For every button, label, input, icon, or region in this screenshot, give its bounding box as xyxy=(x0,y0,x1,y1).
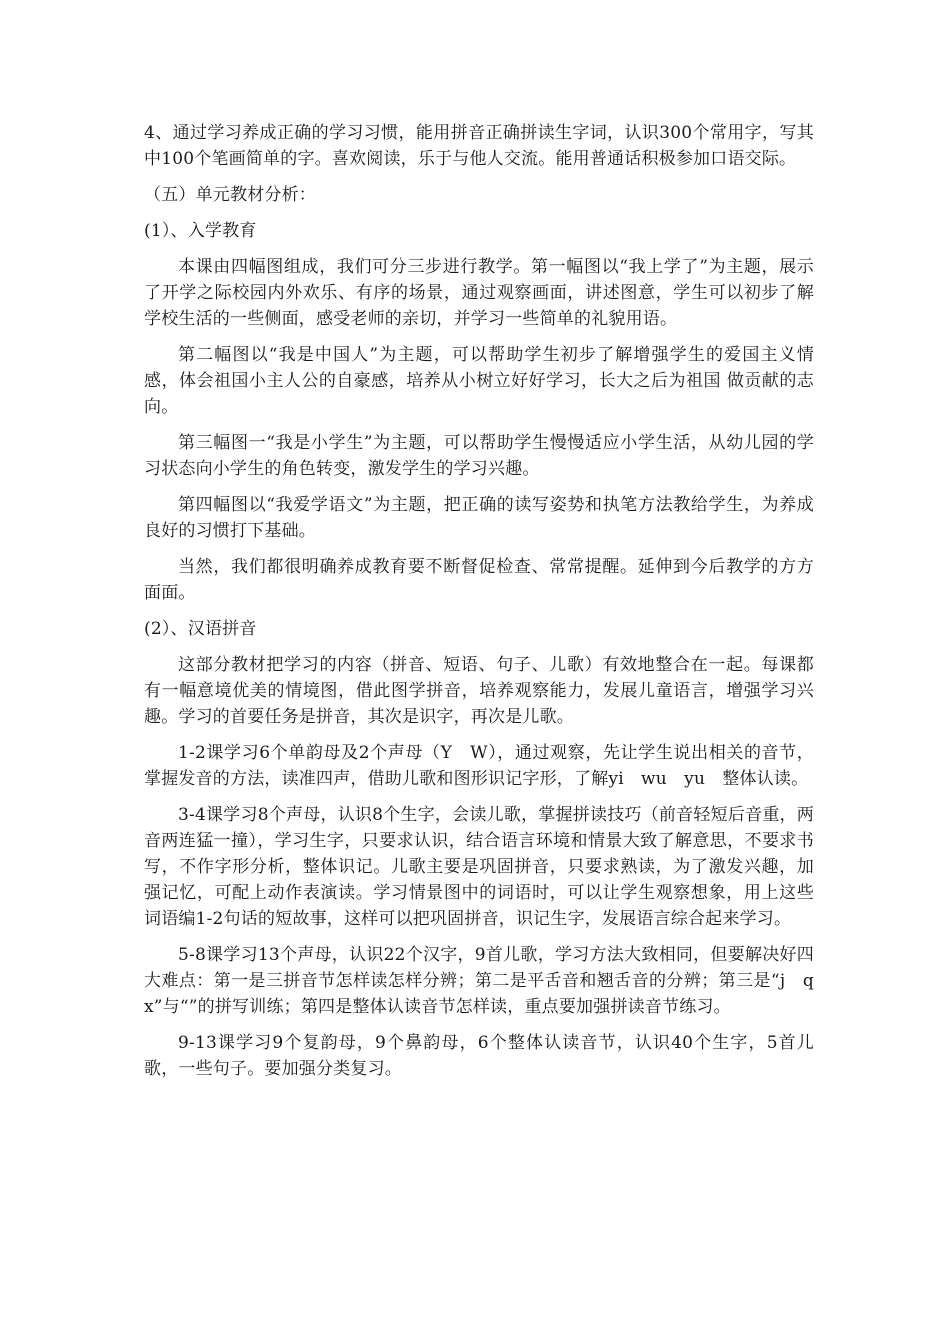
paragraph-lessons-3-4: 3-4课学习8个声母，认识8个生字，会读儿歌，掌握拼读技巧（前音轻短后音重，两音两连猛一撞），学习生字，只要求认识，结合语言环境和情景大致了解意思，不要求书写，不作字形分析，整体识记。儿歌主要是巩固拼音，只要求熟读，为了激发兴趣，加强记忆，可配上动作表演读。学习情景图中的词语时，可以让学生观察想象，用上这些词语编1-2句话的短故事，这样可以把巩固拼音，识记生字，发展语言综合起来学习。 xyxy=(144,805,814,929)
paragraph-lessons-9-13: 9-13课学习9个复韵母，9个鼻韵母，6个整体认读音节，认识40个生字，5首儿歌，一些句子。要加强分类复习。 xyxy=(144,1033,814,1079)
paragraph-lessons-1-2: 1-2课学习6个单韵母及2个声母（Y W），通过观察，先让学生说出相关的音节，掌握发音的方法，读准四声，借助儿歌和图形识记字形，了解yi wu yu 整体认读。 xyxy=(144,743,814,789)
paragraph-four-pictures: 本课由四幅图组成，我们可分三步进行教学。第一幅图以“我上学了”为主题，展示了开学之际校园内外欢乐、有序的场景，通过观察画面，讲述图意，学生可以初步了解学校生活的一些侧面，感受老师的亲切，并学习一些简单的礼貌用语。 xyxy=(144,257,814,329)
paragraph-habit-education: 当然，我们都很明确养成教育要不断督促检查、常常提醒。延伸到今后教学的方方面面。 xyxy=(144,557,814,603)
paragraph-pinyin-overview: 这部分教材把学习的内容（拼音、短语、句子、儿歌）有效地整合在一起。每课都有一幅意境优美的情境图，借此图学拼音，培养观察能力，发展儿童语言，增强学习兴趣。学习的首要任务是拼音，其次是识字，再次是儿歌。 xyxy=(144,655,814,727)
subsection-heading-enrollment: (1）、入学教育 xyxy=(144,221,257,241)
document-body xyxy=(144,120,832,1092)
subsection-heading-pinyin: (2）、汉语拼音 xyxy=(144,619,257,639)
paragraph-third-picture: 第三幅图一“我是小学生”为主题，可以帮助学生慢慢适应小学生活，从幼儿园的学习状态向小学生的角色转变，激发学生的学习兴趣。 xyxy=(144,433,814,479)
section-heading-unit-analysis: （五）单元教材分析： xyxy=(144,185,316,205)
paragraph-second-picture: 第二幅图以“我是中国人”为主题，可以帮助学生初步了解增强学生的爱国主义情感，体会祖国小主人公的自豪感，培养从小树立好好学习，长大之后为祖国 做贡献的志向。 xyxy=(144,345,814,417)
paragraph-lessons-5-8: 5-8课学习13个声母，认识22个汉字，9首儿歌，学习方法大致相同，但要解决好四大难点：第一是三拼音节怎样读怎样分辨；第二是平舌音和翘舌音的分辨；第三是“j q x”与“”的拼写训练；第四是整体认读音节怎样读，重点要加强拼读音节练习。 xyxy=(144,945,832,1017)
paragraph-fourth-picture: 第四幅图以“我爱学语文”为主题，把正确的读写姿势和执笔方法教给学生，为养成良好的习惯打下基础。 xyxy=(144,495,814,541)
goal-paragraph: 4、通过学习养成正确的学习习惯，能用拼音正确拼读生字词，认识300个常用字，写其中100个笔画简单的字。喜欢阅读，乐于与他人交流。能用普通话积极参加口语交际。 xyxy=(144,123,814,169)
